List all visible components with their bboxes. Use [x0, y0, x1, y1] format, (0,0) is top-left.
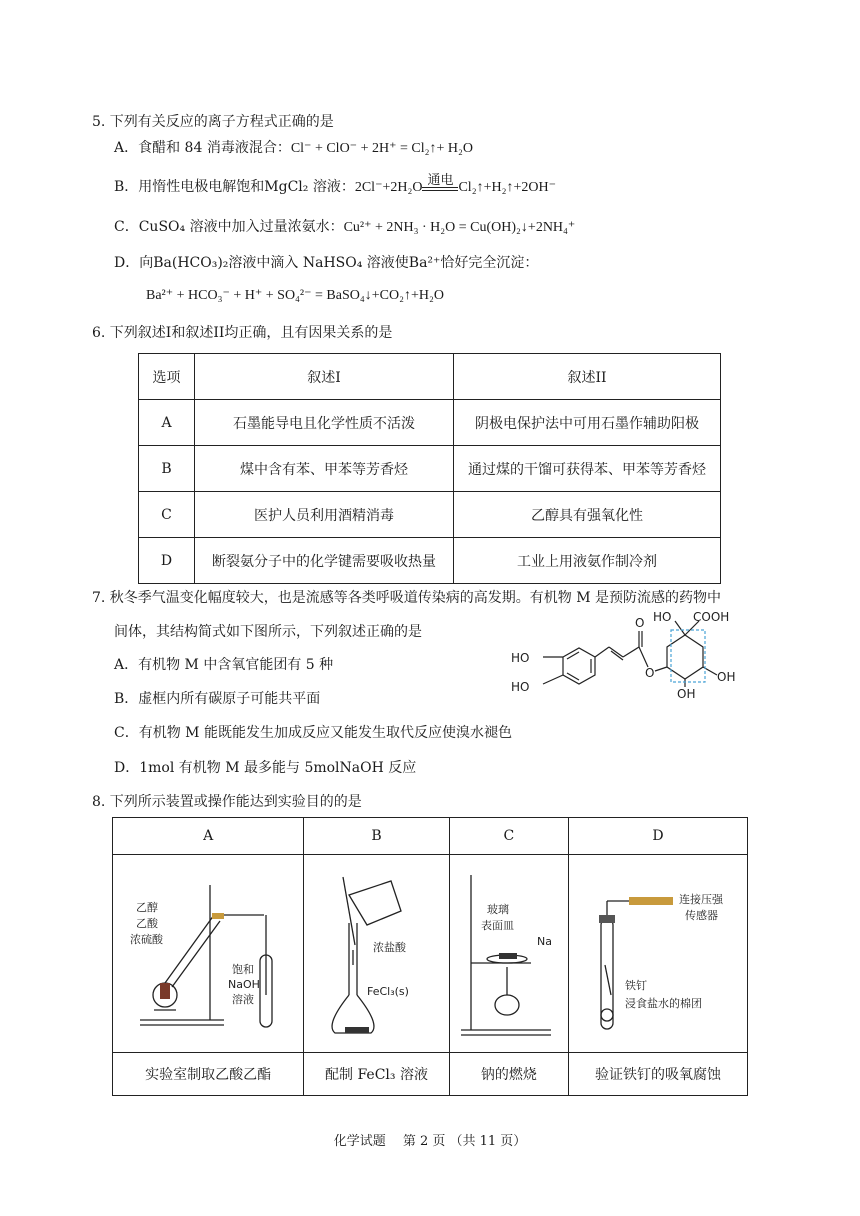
dashed-box	[671, 630, 705, 682]
caption-row	[113, 1053, 748, 1096]
label-cooh: COOH	[693, 610, 730, 624]
q5-option-c	[114, 217, 575, 238]
table-row	[139, 446, 721, 492]
label-glass: 玻璃	[486, 903, 509, 916]
page-footer: 化学试题 第 2 页 （共 11 页）	[333, 1134, 527, 1149]
label-ester-o: O	[645, 666, 655, 680]
label-solution: 溶液	[232, 993, 255, 1006]
label-ho-1: HO	[511, 651, 530, 665]
row-statement-2: 工业上用液氨作制冷剂	[454, 538, 721, 584]
table-row	[139, 400, 721, 446]
label-watch-glass: 表面皿	[480, 919, 514, 932]
label-naoh: NaOH	[228, 978, 261, 991]
label-sensor: 传感器	[685, 909, 718, 922]
caption-d: 验证铁钉的吸氧腐蚀	[569, 1053, 748, 1096]
label-oh-bottom: OH	[677, 687, 696, 700]
label-na: Na	[536, 935, 552, 948]
label-iron-nail: 铁钉	[625, 979, 647, 992]
q5-d-equation: Ba²⁺ + HCO₃⁻ + H⁺ + SO₄²⁻ = BaSO₄↓+CO₂↑+H₂O	[146, 288, 444, 303]
label-saturated: 饱和	[232, 963, 255, 976]
q5-b-arrow	[422, 173, 458, 191]
q5-a-prefix: A．食醋和 84 消毒液混合：	[114, 140, 291, 156]
q5-a-equation: Cl⁻ + ClO⁻ + 2H⁺ = Cl₂↑+ H₂O	[290, 141, 473, 156]
row-statement-2: 通过煤的干馏可获得苯、甲苯等芳香烃	[454, 446, 721, 492]
label-fecl3: FeCl₃(s)	[367, 985, 410, 998]
q8-stem: 8. 下列所示装置或操作能达到实验目的的是	[92, 794, 362, 810]
q5-b-condition: 通电	[427, 173, 454, 188]
header-a: A	[113, 818, 304, 855]
row-statement-1: 石墨能导电且化学性质不活泼	[195, 400, 454, 446]
apparatus-b-diagram	[305, 855, 447, 1048]
label-cotton: 浸食盐水的棉团	[625, 997, 702, 1010]
caption-c: 钠的燃烧	[449, 1053, 568, 1096]
q7-structure-diagram	[505, 605, 765, 700]
header-d: D	[569, 818, 748, 855]
q5-option-b	[114, 173, 556, 198]
q5-b-eq-right: Cl₂↑+H₂↑+2OH⁻	[458, 180, 556, 195]
apparatus-a	[113, 855, 304, 1053]
table-row	[139, 538, 721, 584]
row-statement-1: 断裂氨分子中的化学键需要吸收热量	[195, 538, 454, 584]
q5-stem: 5. 下列有关反应的离子方程式正确的是	[92, 114, 334, 130]
apparatus-a-diagram	[114, 855, 302, 1048]
apparatus-d	[569, 855, 748, 1053]
caption-b: 配制 FeCl₃ 溶液	[304, 1053, 449, 1096]
label-oh-right: OH	[717, 670, 736, 684]
q5-option-d: D．向Ba(HCO₃)₂溶液中滴入 NaHSO₄ 溶液使Ba²⁺恰好完全沉淀：	[114, 255, 539, 271]
row-statement-1: 医护人员利用酒精消毒	[195, 492, 454, 538]
q6-table	[138, 353, 721, 584]
apparatus-c-diagram	[451, 855, 567, 1048]
q8-table	[112, 817, 748, 1096]
q7-stem-line2: 间体，其结构简式如下图所示，下列叙述正确的是	[114, 624, 422, 640]
label-ethanol: 乙醇	[136, 901, 159, 914]
label-ho-top: HO	[653, 610, 672, 624]
q5-b-eq-left: 2Cl⁻+2H₂O	[354, 180, 423, 195]
row-option: A	[139, 400, 195, 446]
row-statement-1: 煤中含有苯、甲苯等芳香烃	[195, 446, 454, 492]
header-statement-1: 叙述I	[195, 354, 454, 400]
apparatus-d-diagram	[569, 855, 747, 1048]
q7-option-d: D．1mol 有机物 M 最多能与 5molNaOH 反应	[114, 760, 417, 776]
row-option: B	[139, 446, 195, 492]
label-connect: 连接压强	[679, 893, 723, 906]
q5-b-prefix: B．用惰性电极电解饱和MgCl₂ 溶液：	[114, 179, 355, 195]
header-statement-2: 叙述II	[454, 354, 721, 400]
cyclohexane-ring	[667, 635, 703, 679]
label-hcl: 浓盐酸	[373, 941, 407, 954]
table-header-row	[139, 354, 721, 400]
q5-c-equation: Cu²⁺ + 2NH₃ · H₂O = Cu(OH)₂↓+2NH₄⁺	[343, 220, 576, 235]
table-row	[139, 492, 721, 538]
apparatus-c	[449, 855, 568, 1053]
benzene-ring	[563, 648, 595, 684]
label-carbonyl-o: O	[635, 616, 645, 630]
q7-option-b: B．虚框内所有碳原子可能共平面	[114, 691, 321, 707]
header-c: C	[449, 818, 568, 855]
row-option: C	[139, 492, 195, 538]
q5-c-prefix: C．CuSO₄ 溶液中加入过量浓氨水：	[114, 219, 344, 235]
q7-stem-line1: 7. 秋冬季气温变化幅度较大，也是流感等各类呼吸道传染病的高发期。有机物 M 是预防流感的药物中	[92, 590, 722, 606]
q6-stem: 6. 下列叙述I和叙述II均正确，且有因果关系的是	[92, 325, 393, 341]
q5-option-a	[114, 138, 473, 159]
header-option: 选项	[139, 354, 195, 400]
table-header-row	[113, 818, 748, 855]
row-statement-2: 乙醇具有强氧化性	[454, 492, 721, 538]
apparatus-row	[113, 855, 748, 1053]
q7-option-a: A．有机物 M 中含氧官能团有 5 种	[114, 657, 334, 673]
row-statement-2: 阴极电保护法中可用石墨作辅助阳极	[454, 400, 721, 446]
caption-a: 实验室制取乙酸乙酯	[113, 1053, 304, 1096]
apparatus-b	[304, 855, 449, 1053]
q7-option-c: C．有机物 M 能既能发生加成反应又能发生取代反应使溴水褪色	[114, 725, 512, 741]
label-ho-2: HO	[511, 680, 530, 694]
label-sulfuric-acid: 浓硫酸	[130, 933, 164, 946]
row-option: D	[139, 538, 195, 584]
label-acetic-acid: 乙酸	[136, 917, 159, 930]
header-b: B	[304, 818, 449, 855]
